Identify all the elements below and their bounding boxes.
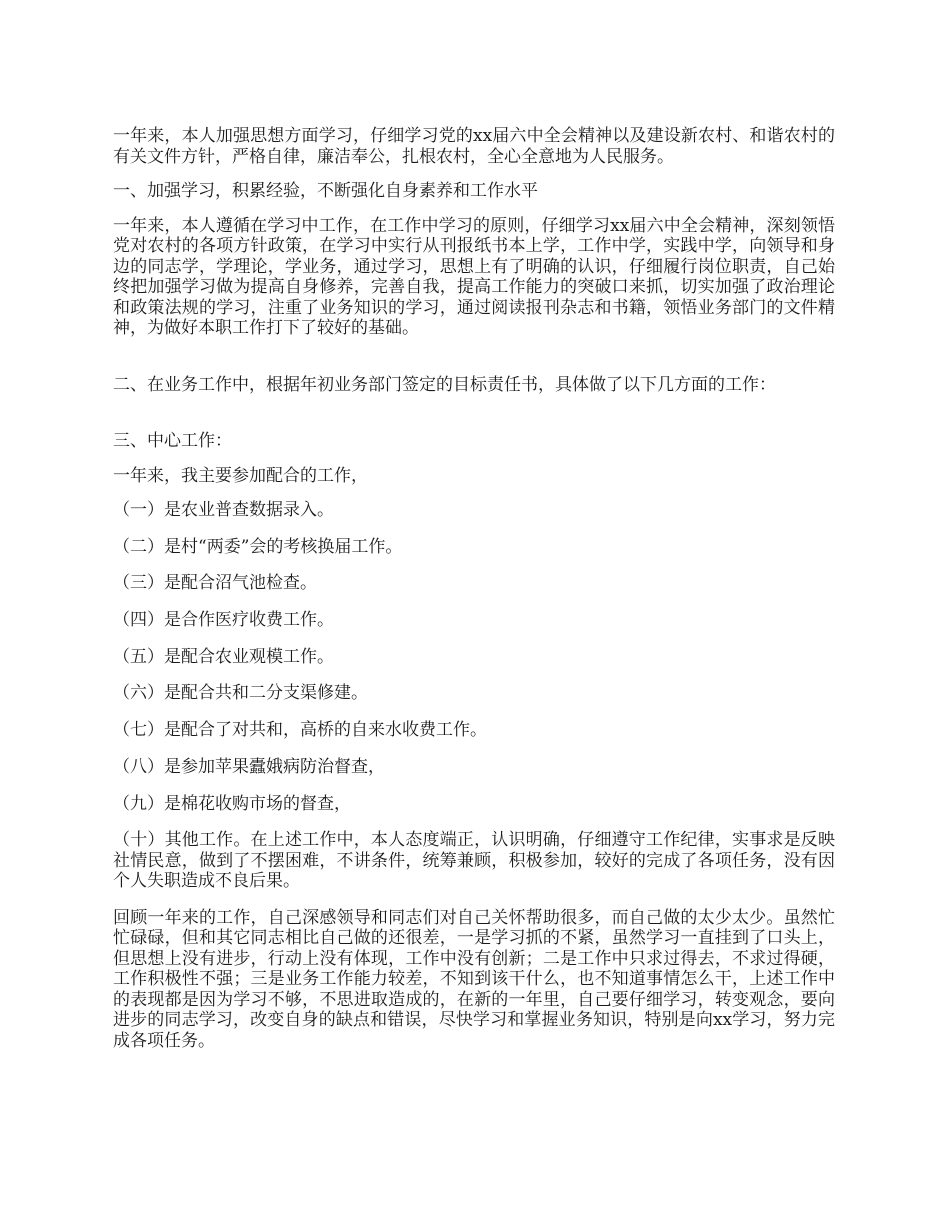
work-item: （三）是配合沼气池检查。 <box>113 573 317 594</box>
section-heading-1: 一、加强学习，积累经验，不断强化自身素养和工作水平 <box>113 181 538 201</box>
work-item: （五）是配合农业观模工作。 <box>113 646 334 667</box>
spacer <box>113 353 835 375</box>
spacer <box>113 409 835 431</box>
work-item: （二）是村“两委”会的考核换届工作。 <box>113 536 403 557</box>
work-item: （六）是配合共和二分支渠修建。 <box>113 683 368 704</box>
document-page <box>113 126 835 1065</box>
section-heading-2: 二、在业务工作中，根据年初业务部门签定的目标责任书，具体做了以下几方面的工作： <box>113 374 776 395</box>
section-1-paragraph: 一年来，本人遵循在学习中工作，在工作中学习的原则，仔细学习xx届六中全会精神，深刻领悟党对农村的各项方针政策，在学习中实行从刊报纸书本上学，工作中学，实践中学，向领导和身边的同志学，学理论，学业务，通过学习，思想上有了明确的认识，仔细履行岗位职责，自己始终把加强学习做为提高自身修养，完善自我，提高工作能力的突破口来抓，切实加强了政治理论和政策法规的学习，注重了业务知识的学习，通过阅读报刊杂志和书籍，领悟业务部门的文件精神，为做好本职工作打下了较好的基础。 <box>113 215 835 338</box>
work-item: （一）是农业普查数据录入。 <box>113 500 334 520</box>
conclusion-paragraph: 回顾一年来的工作，自己深感领导和同志们对自己关怀帮助很多，而自己做的太少太少。虽然忙忙碌碌，但和其它同志相比自己做的还很差，一是学习抓的不紧，虽然学习一直挂到了口头上，但思想上没有进步，行动上没有体现，工作中没有创新；二是工作中只求过得去，不求过得硬，工作积极性不强；三是业务工作能力较差，不知到该干什么，也不知道事情怎么干，上述工作中的表现都是因为学习不够，不思进取造成的，在新的一年里，自己要仔细学习，转变观念，要向进步的同志学习，改变自身的缺点和错误，尽快学习和掌握业务知识，特别是向xx学习，努力完成各项任务。 <box>113 907 835 1051</box>
work-item: （七）是配合了对共和，高桥的自来水收费工作。 <box>113 720 487 741</box>
work-item: （四）是合作医疗收费工作。 <box>113 610 334 631</box>
lead-paragraph: 一年来，我主要参加配合的工作， <box>113 465 368 486</box>
work-item: （八）是参加苹果蠹娥病防治督查， <box>113 756 385 777</box>
work-item: （十）其他工作。在上述工作中，本人态度端正，认识明确，仔细遵守工作纪律，实事求是反映社情民意，做到了不摆困难，不讲条件，统筹兼顾，积极参加，较好的完成了各项任务，没有因个人失职造成不良后果。 <box>113 830 835 892</box>
work-item: （九）是棉花收购市场的督查， <box>113 793 351 814</box>
work-item-list <box>113 500 835 892</box>
intro-paragraph: 一年来，本人加强思想方面学习，仔细学习党的xx届六中全会精神以及建设新农村、和谐农村的有关文件方针，严格自律，廉洁奉公，扎根农村，全心全意地为人民服务。 <box>113 126 835 167</box>
section-heading-3: 三、中心工作： <box>113 431 232 451</box>
